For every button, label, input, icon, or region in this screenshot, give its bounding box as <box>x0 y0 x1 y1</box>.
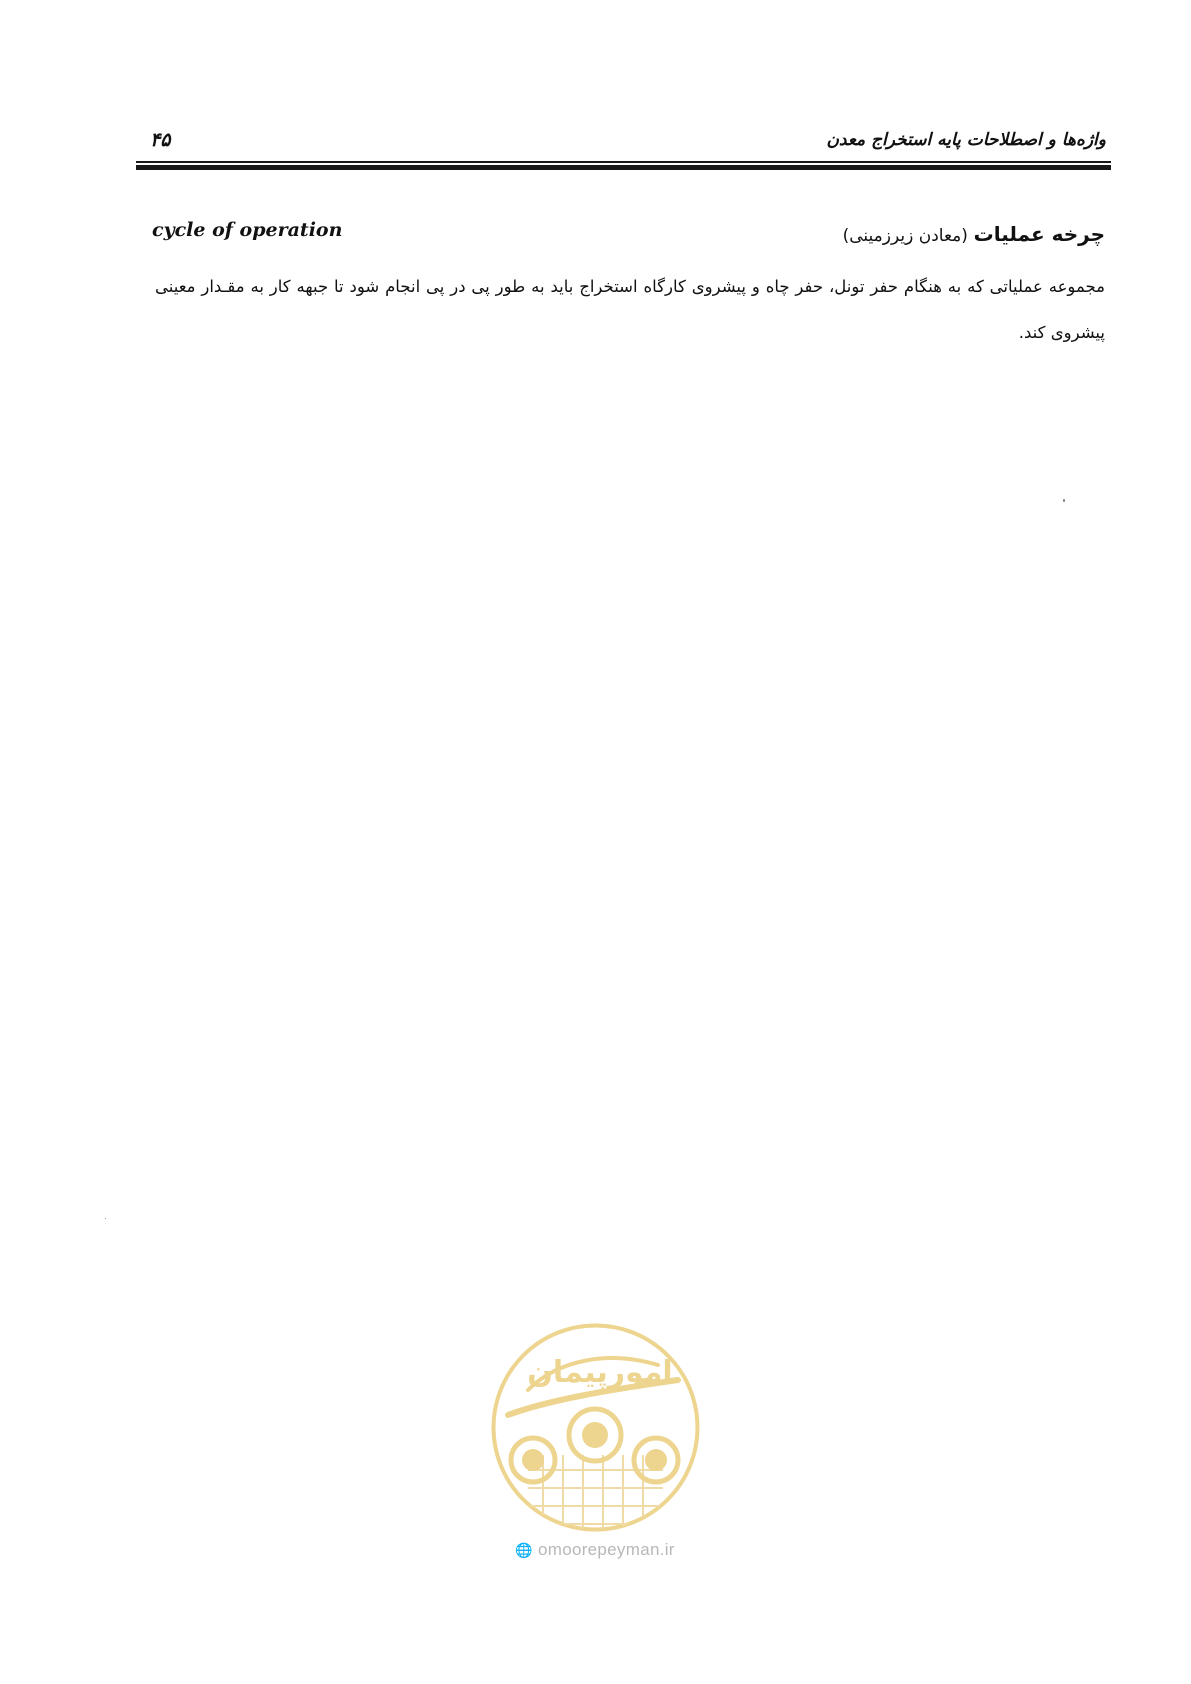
watermark-site-text: omoorepeyman.ir <box>537 1540 675 1559</box>
globe-icon: 🌐 <box>515 1542 533 1558</box>
term-english: cycle of operation <box>152 219 343 241</box>
term-domain: (معادن زیرزمینی) <box>842 226 968 246</box>
entry-definition: مجموعه عملیاتی که به هنگام حفر تونل، حفر چاه و پیشروی کارگاه استخراج باید به طور پی در پی انجام شود تا جبهه کار به مقـدار معینی پیشروی کند. <box>155 277 1105 342</box>
header-rule-thick <box>136 165 1111 170</box>
entry-term <box>545 220 1105 250</box>
scan-speck <box>1063 499 1065 502</box>
page-number: ۴۵ <box>150 129 171 151</box>
header-rule-thin <box>136 161 1111 163</box>
watermark-logo-text: امورپیمان <box>527 1355 673 1390</box>
watermark-site <box>480 1540 710 1560</box>
watermark-seal-logo <box>488 1320 703 1535</box>
running-title: واژه‌ها و اصطلاحات پایه استخراج معدن <box>826 130 1106 150</box>
term-persian: چرخه عملیات <box>973 222 1105 246</box>
scan-speck <box>105 1218 106 1219</box>
